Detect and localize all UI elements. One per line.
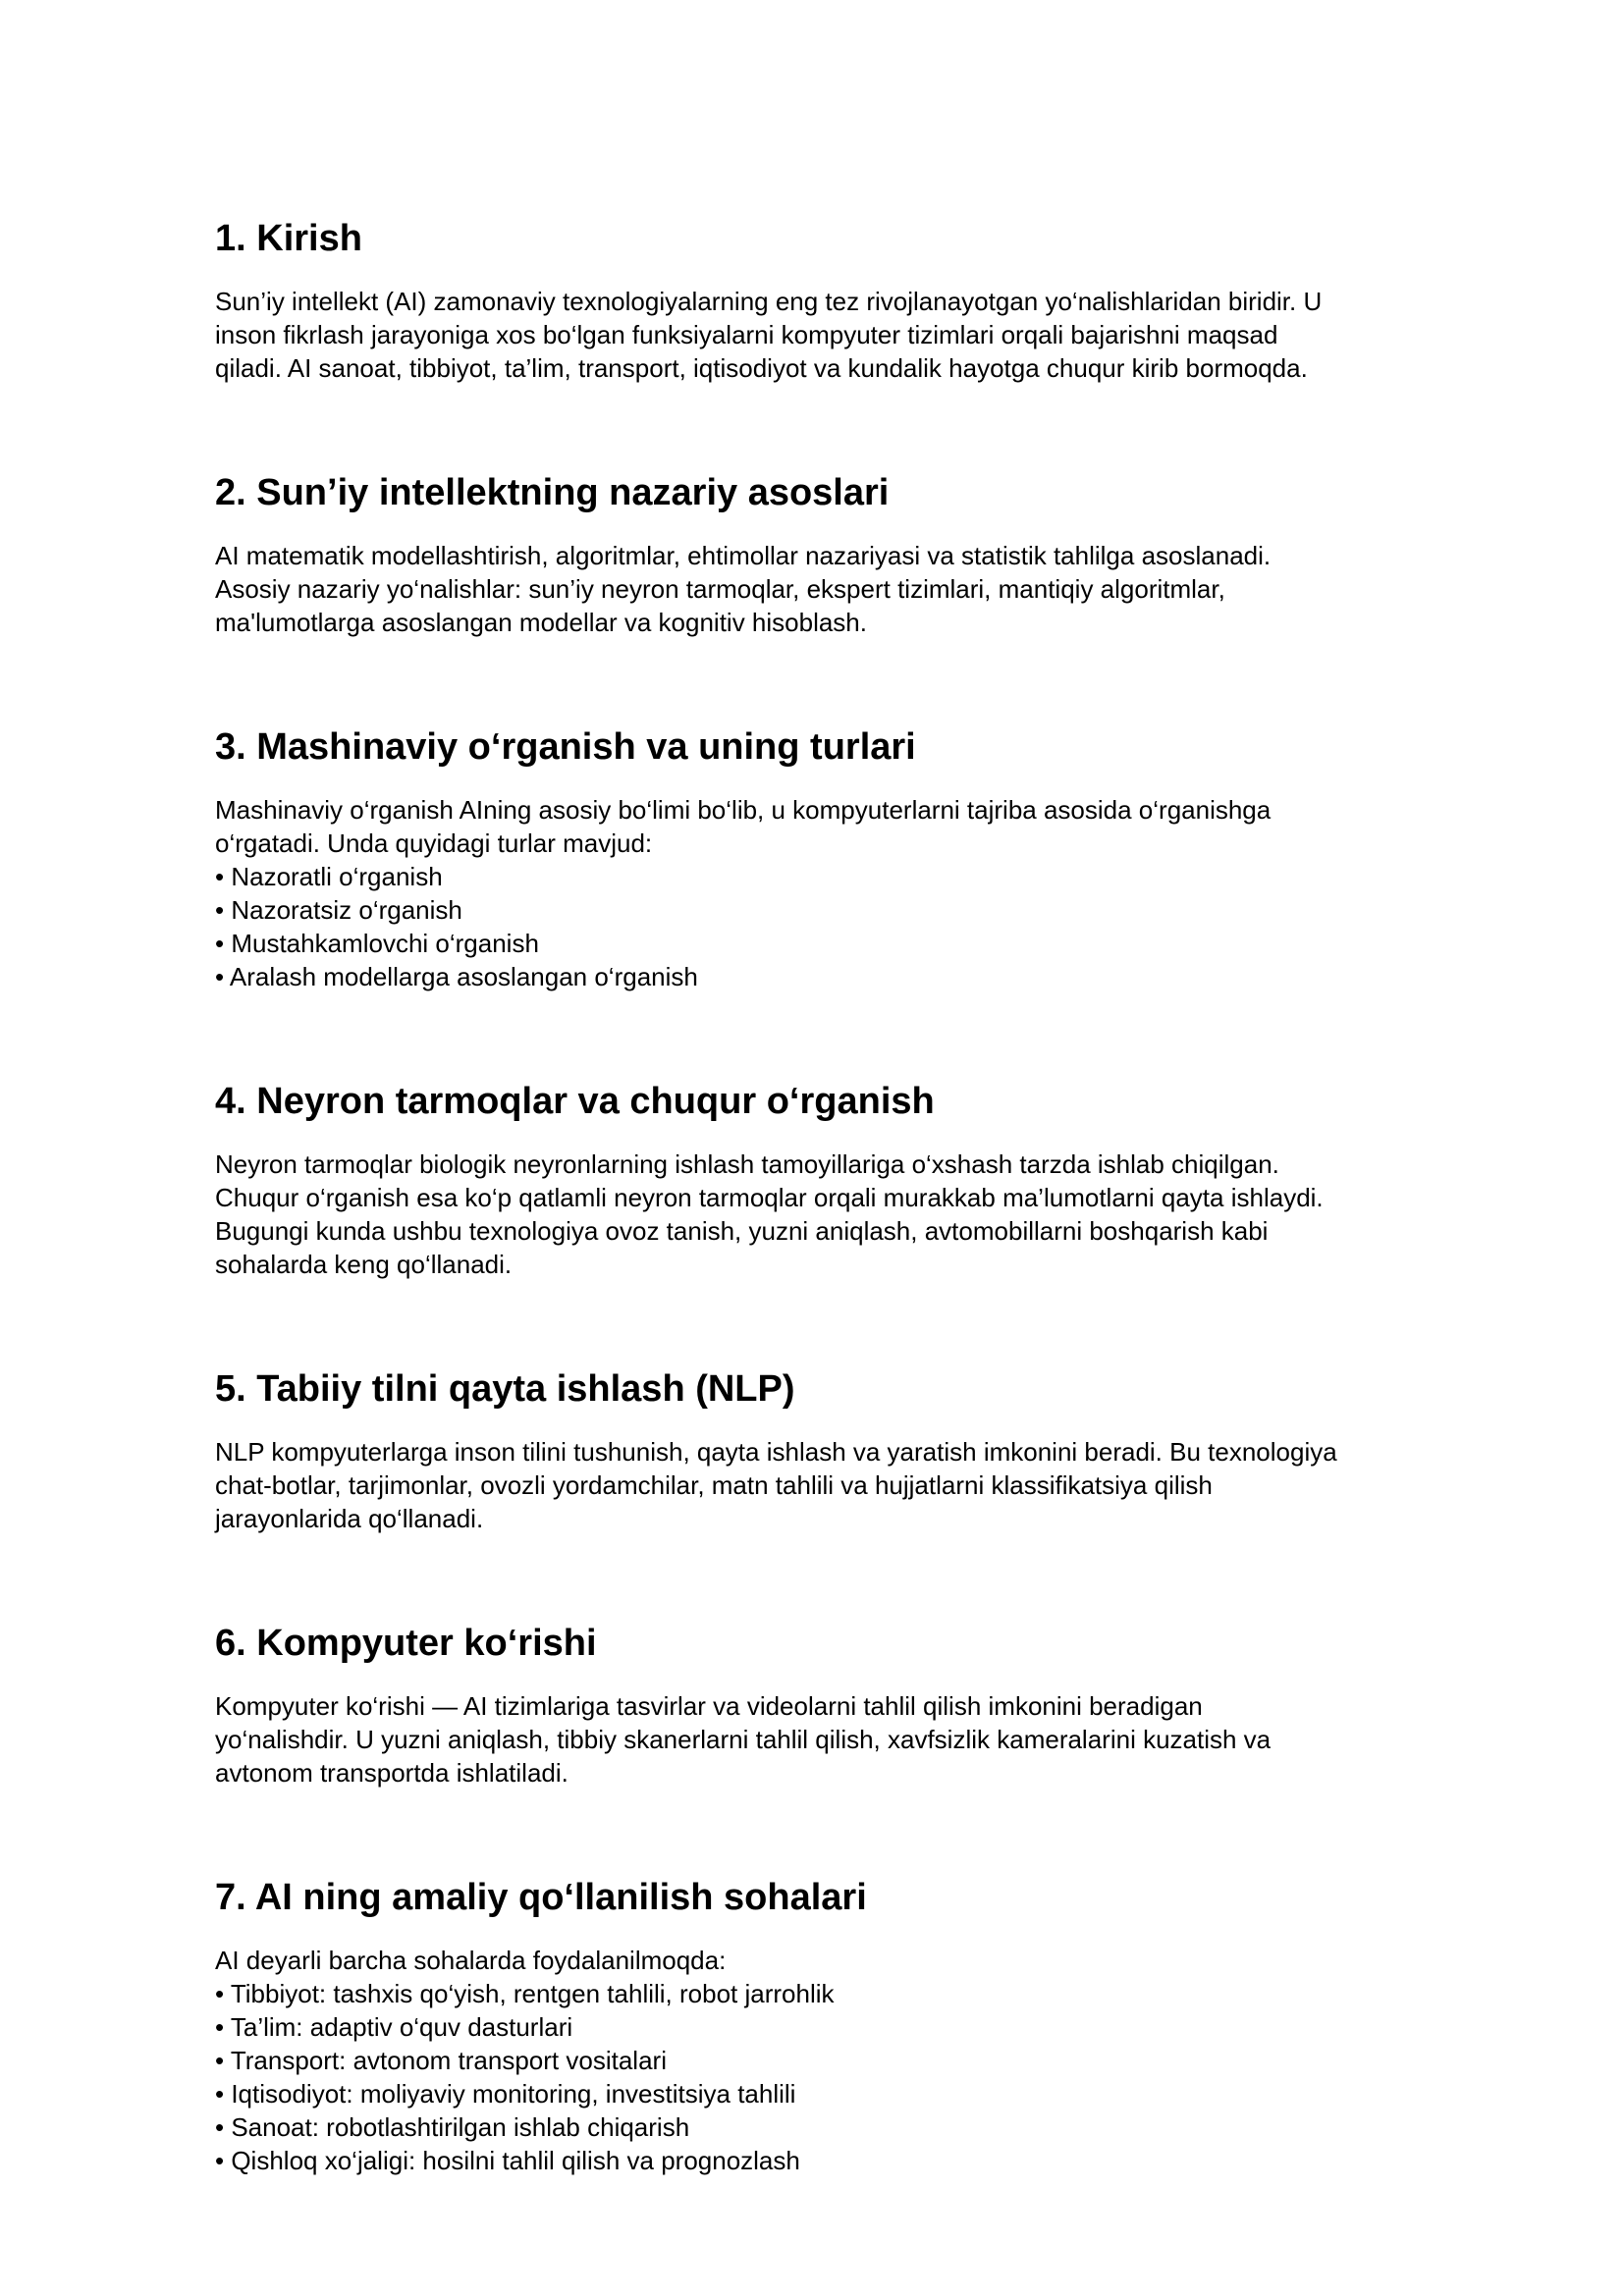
list-item: • Qishloq xo‘jaligi: hosilni tahlil qilish va prognozlash [215,2146,800,2175]
list-item: • Aralash modellarga asoslangan o‘rganish [215,962,698,991]
section-heading: 1. Kirish [215,218,362,259]
bullet-list [215,860,1433,993]
section-nlp [215,1366,1433,1535]
section-heading: 4. Neyron tarmoqlar va chuqur o‘rganish [215,1081,935,1122]
section-nazariy-asoslar [215,470,1433,639]
list-item: • Iqtisodiyot: moliyaviy monitoring, investitsiya tahlili [215,2079,796,2109]
section-amaliy-sohalar [215,1875,1433,2177]
list-item: • Nazoratli o‘rganish [215,862,443,891]
section-kirish [215,216,1433,385]
list-item: • Mustahkamlovchi o‘rganish [215,929,539,958]
section-heading: 5. Tabiiy tilni qayta ishlash (NLP) [215,1368,795,1410]
section-paragraph: Mashinaviy o‘rganish AIning asosiy bo‘limi bo‘lib, u kompyuterlarni tajriba asosida o‘rganishga o‘rgatadi. Unda quyidagi turlar mavjud: [215,795,1272,858]
list-item: • Ta’lim: adaptiv o‘quv dasturlari [215,2012,573,2042]
section-paragraph: AI matematik modellashtirish, algoritmlar, ehtimollar nazariyasi va statistik tahlilga asoslanadi. Asosiy nazariy yo‘nalishlar: sun’iy neyron tarmoqlar, ekspert tizimlari, mantiqiy algoritmlar, ma'lumotlarga asoslangan modellar va kognitiv hisoblash. [215,541,1272,637]
bullet-list [215,1977,1433,2177]
section-kompyuter-korishi [215,1621,1433,1789]
section-paragraph: NLP kompyuterlarga inson tilini tushunish, qayta ishlash va yaratish imkonini beradi. Bu texnologiya chat-botlar, tarjimonlar, ovozli yordamchilar, matn tahlili va hujjatlarni klassifikatsiya qilish jarayonlarida qo‘llanadi. [215,1437,1337,1533]
section-paragraph: AI deyarli barcha sohalarda foydalanilmoqda: [215,1946,727,1975]
list-item: • Tibbiyot: tashxis qo‘yish, rentgen tahlili, robot jarrohlik [215,1979,835,2008]
section-paragraph: Neyron tarmoqlar biologik neyronlarning ishlash tamoyillariga o‘xshash tarzda ishlab chiqilgan. Chuqur o‘rganish esa ko‘p qatlamli neyron tarmoqlar orqali murakkab ma’lumotlarni qayta ishlaydi. Bugungi kunda ushbu texnologiya ovoz tanish, yuzni aniqlash, avtomobillarni boshqarish kabi sohalarda keng qo‘llanadi. [215,1149,1324,1279]
section-paragraph: Sun’iy intellekt (AI) zamonaviy texnologiyalarning eng tez rivojlanayotgan yo‘nalishlaridan biridir. U inson fikrlash jarayoniga xos bo‘lgan funksiyalarni kompyuter tizimlari orqali bajarishni maqsad qiladi. AI sanoat, tibbiyot, ta’lim, transport, iqtisodiyot va kundalik hayotga chuqur kirib bormoqda. [215,287,1323,383]
list-item: • Transport: avtonom transport vositalari [215,2046,667,2075]
list-item: • Sanoat: robotlashtirilgan ishlab chiqarish [215,2112,690,2142]
section-mashinaviy-organish [215,724,1433,993]
section-heading: 6. Kompyuter ko‘rishi [215,1623,597,1664]
section-heading: 2. Sun’iy intellektning nazariy asoslari [215,472,890,513]
document-page [215,216,1433,2177]
section-paragraph: Kompyuter ko‘rishi — AI tizimlariga tasvirlar va videolarni tahlil qilish imkonini beradigan yo‘nalishdir. U yuzni aniqlash, tibbiy skanerlarni tahlil qilish, xavfsizlik kameralarini kuzatish va avtonom transportda ishlatiladi. [215,1691,1272,1788]
section-heading: 7. AI ning amaliy qo‘llanilish sohalari [215,1877,867,1918]
section-heading: 3. Mashinaviy o‘rganish va uning turlari [215,726,916,768]
section-neyron-tarmoqlar [215,1079,1433,1281]
list-item: • Nazoratsiz o‘rganish [215,895,462,925]
